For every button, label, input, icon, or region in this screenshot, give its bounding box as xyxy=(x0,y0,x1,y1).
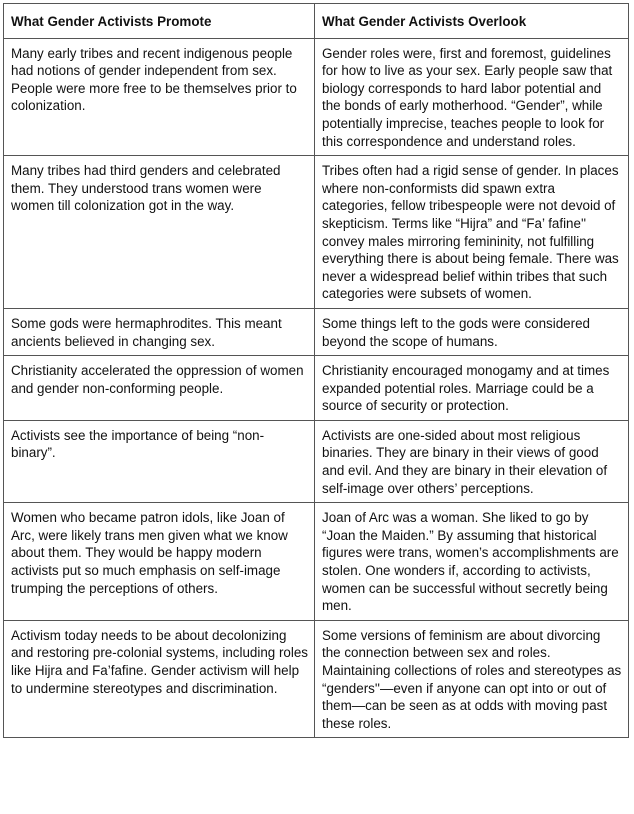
promote-cell: Activists see the importance of being “non-binary”. xyxy=(4,420,315,502)
promote-cell: Women who became patron idols, like Joan of Arc, were likely trans men given what we know about them. They would be happy modern activists put so much emphasis on self-image trumping the perceptions of others. xyxy=(4,503,315,621)
overlook-cell: Joan of Arc was a woman. She liked to go by “Joan the Maiden.” By assuming that historical figures were trans, women’s accomplishments are stolen. One wonders if, according to activists, women can be successful without secretly being men. xyxy=(315,503,629,621)
table-row xyxy=(4,620,629,738)
promote-cell: Many tribes had third genders and celebrated them. They understood trans women were women till colonization got in the way. xyxy=(4,156,315,309)
overlook-cell: Activists are one-sided about most religious binaries. They are binary in their views of good and evil. And they are binary in their elevation of self-image over others’ perceptions. xyxy=(315,420,629,502)
table-body xyxy=(4,38,629,738)
table-row xyxy=(4,420,629,502)
promote-cell: Some gods were hermaphrodites. This meant ancients believed in changing sex. xyxy=(4,308,315,355)
table-row xyxy=(4,38,629,156)
table-row xyxy=(4,356,629,421)
overlook-cell: Gender roles were, first and foremost, guidelines for how to live as your sex. Early people saw that biology corresponds to hard labor potential and the bonds of early motherhood. “Gender”, while potentially imprecise, teaches people to look for this correspondence and understand roles. xyxy=(315,38,629,156)
table-row xyxy=(4,503,629,621)
overlook-cell: Tribes often had a rigid sense of gender. In places where non-conformists did spawn extra categories, fellow tribespeople were not devoid of skepticism. Terms like “Hijra” and “Fa’ fafine'' convey males mirroring femininity, not fulfilling everything there is about being female. There was never a widespread belief within tribes that such categories were subsets of women. xyxy=(315,156,629,309)
table-header xyxy=(4,4,629,39)
overlook-cell: Some versions of feminism are about divorcing the connection between sex and roles. Maintaining collections of roles and stereotypes as “genders''—even if anyone can opt into or out of them—can be seen as at odds with moving past these roles. xyxy=(315,620,629,738)
overlook-cell: Some things left to the gods were considered beyond the scope of humans. xyxy=(315,308,629,355)
promote-cell: Activism today needs to be about decolonizing and restoring pre-colonial systems, including roles like Hijra and Fa’fafine. Gender activism will help to undermine stereotypes and discrimination. xyxy=(4,620,315,738)
promote-cell: Many early tribes and recent indigenous people had notions of gender independent from sex. People were more free to be themselves prior to colonization. xyxy=(4,38,315,156)
table-row xyxy=(4,308,629,355)
promote-cell: Christianity accelerated the oppression of women and gender non-conforming people. xyxy=(4,356,315,421)
comparison-table xyxy=(3,3,629,738)
header-overlook: What Gender Activists Overlook xyxy=(315,4,629,39)
overlook-cell: Christianity encouraged monogamy and at times expanded potential roles. Marriage could be a source of security or protection. xyxy=(315,356,629,421)
header-row xyxy=(4,4,629,39)
table-row xyxy=(4,156,629,309)
header-promote: What Gender Activists Promote xyxy=(4,4,315,39)
